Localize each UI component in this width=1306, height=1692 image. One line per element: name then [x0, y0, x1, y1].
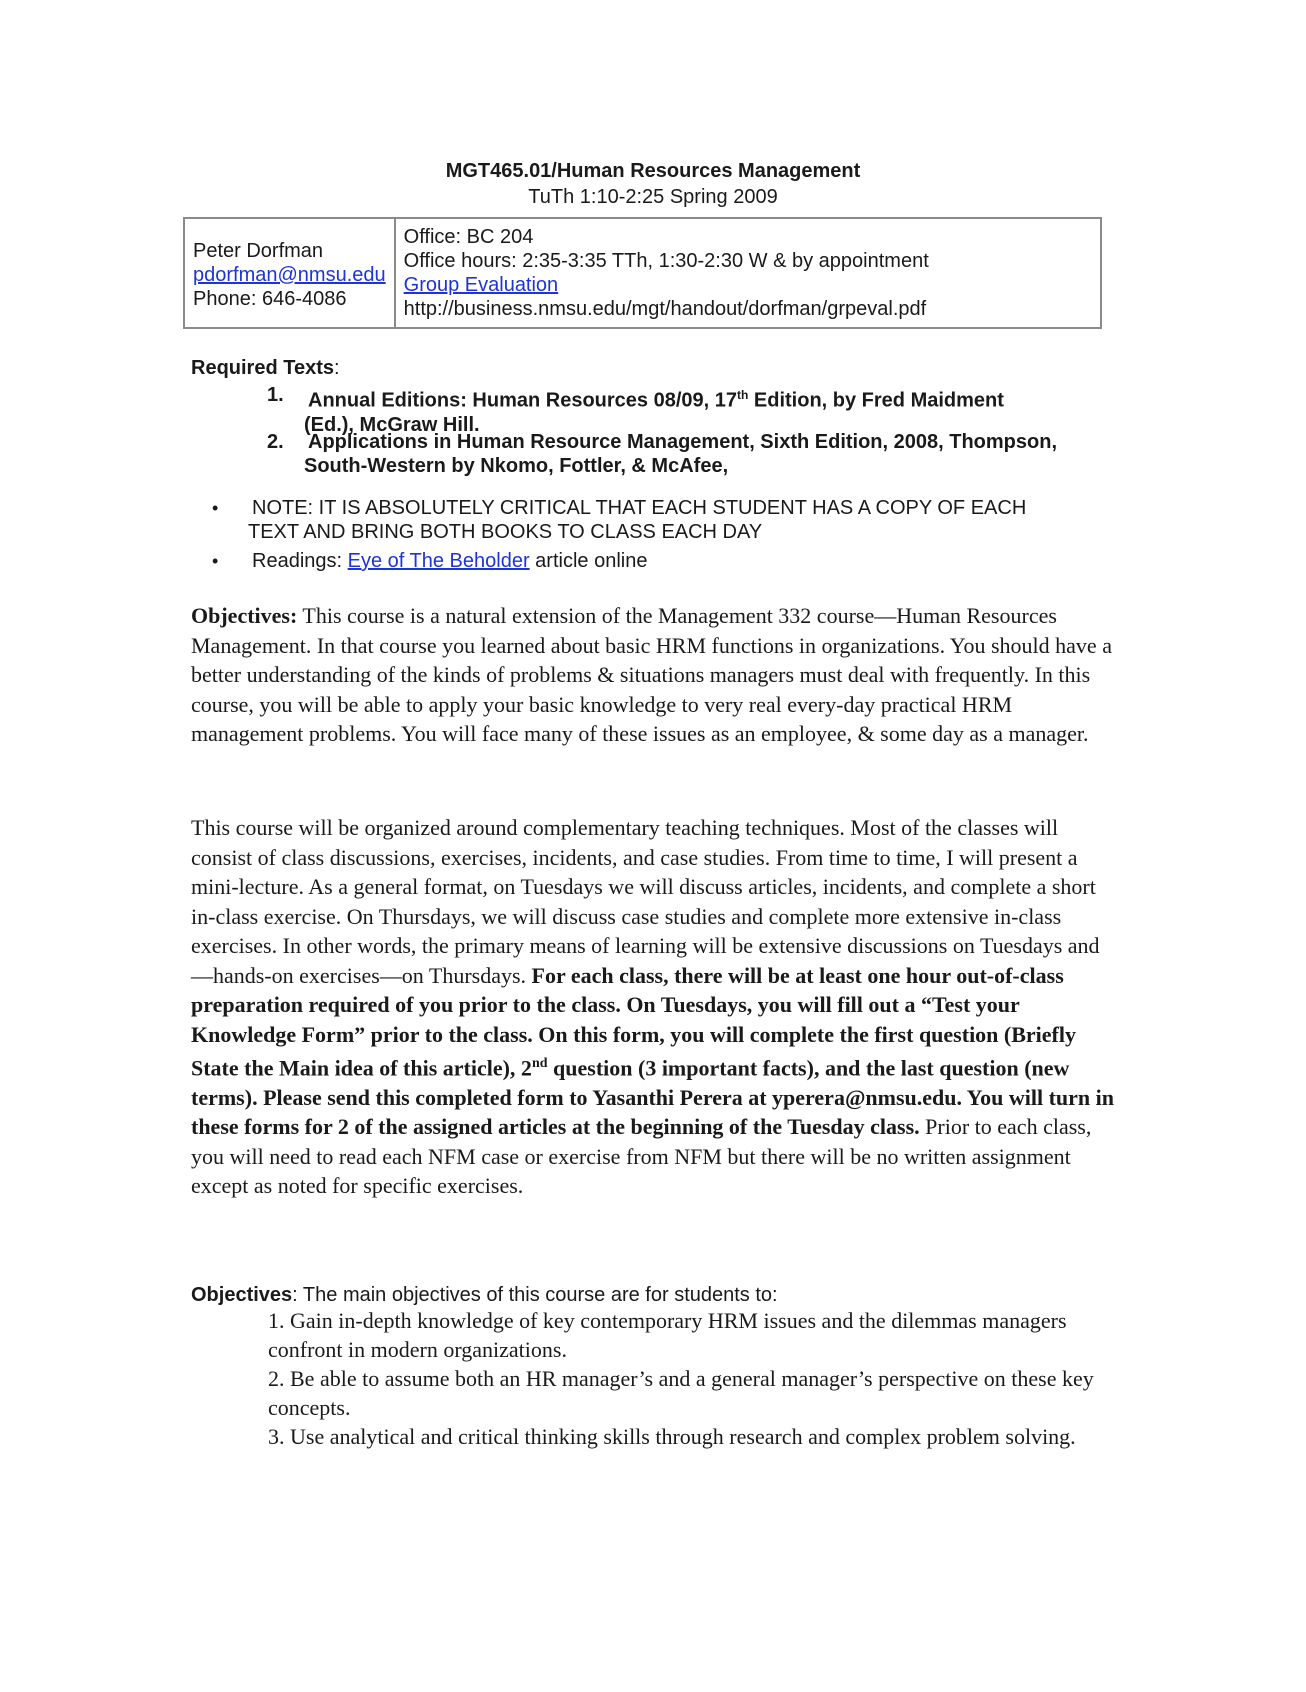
syllabus-page: MGT465.01/Human Resources Management TuTh 1:10-2:25 Spring 2009 Peter Dorfman pdorfman@nmsu.edu Phone: 646-4086 Office: BC 204 Office hours: 2:35-3:35 TTh, 1:30-2:30 W & by appointment Group Evaluation http://business.nmsu.edu/mgt/handout/dorfman/grpeval.pdf Required Texts: 1. Annual Editions: Human Resources 08/09, 17th Edition, by Fred Maidment (Ed.), McGraw Hill. 2. Applications in Human Resource Management, Sixth Edition, 2008, Thompson, South-Western by Nkomo, Fottler, & McAfee, • NOTE: IT IS ABSOLUTELY CRITICAL THAT EACH STUDENT HAS A COPY OF EACH TEXT AND BRING BOTH BOOKS TO CLASS EACH DAY • Readings: Eye of The Beholder article online Objectives: This course is a natural extension of the Management 332 course—Human Resources Management. In that course you learned about basic HRM functions in organizations. You should have a better understanding of the kinds of problems & situations managers must deal with frequently. In this course, you will be able to apply your basic knowledge to very real every-day practical HRM management problems. You will face many of these issues as an employee, & some day as a manager. This course will be organized around complementary teaching techniques. Most of the classes will consist of class discussions, exercises, incidents, and case studies. From time to time, I will present a mini-lecture. As a general format, on Tuesdays we will discuss articles, incidents, and complete a short in-class exercise. On Thursdays, we will discuss case studies and complete more extensive in-class exercises. In other words, the primary means of learning will be extensive discussions on Tuesdays and—hands-on exercises—on Thursdays. For each class, there will be at least one hour out-of-class preparation required of you prior to the class. On Tuesdays, you will fill out a “Test your Knowledge Form” prior to the class. On this form, you will complete the first question (Briefly State the Main idea of this article), 2nd question (3 important facts), and the last question (new terms). Please send this completed form to Yasanthi Perera at yperera@nmsu.edu. You will turn in these forms for 2 of the assigned articles at the beginning of the Tuesday class. Prior to each class, you will need to read each NFM case or exercise from NFM but there will be no written assignment except as noted for specific exercises. Objectives: The main objectives of this course are for students to: 1. Gain in-depth knowledge of key contemporary HRM issues and the dilemmas managers confront in modern organizations. 2. Be able to assume both an HR manager’s and a general manager’s perspective on these key concepts. 3. Use analytical and critical thinking skills through research and complex problem solving.	[0, 0, 1306, 1692]
objectives-list-heading: Objectives: The main objectives of this course are for students to:	[191, 1284, 778, 1306]
objective-item: 2. Be able to assume both an HR manager’s and a general manager’s perspective on these key concepts.	[268, 1366, 1094, 1420]
objective-item: 3. Use analytical and critical thinking skills through research and complex problem solving.	[268, 1424, 1076, 1449]
required-texts-heading: Required Texts:	[191, 357, 340, 379]
contact-table	[183, 217, 1102, 329]
instructor-cell	[184, 218, 395, 328]
instructor-name: Peter Dorfman	[193, 240, 324, 262]
instructor-email-link[interactable]: pdorfman@nmsu.edu	[193, 264, 386, 286]
course-schedule: TuTh 1:10-2:25 Spring 2009	[528, 186, 778, 208]
office-hours: Office hours: 2:35-3:35 TTh, 1:30-2:30 W & by appointment	[403, 250, 929, 272]
course-title: MGT465.01/Human Resources Management	[445, 160, 861, 182]
office-cell	[395, 218, 1101, 328]
office-location: Office: BC 204	[403, 226, 534, 248]
instructor-phone: Phone: 646-4086	[193, 288, 347, 310]
group-evaluation-link[interactable]: Group Evaluation	[403, 274, 559, 296]
objectives-paragraph: Objectives: This course is a natural extension of the Management 332 course—Human Resources Management. In that course you learned about basic HRM functions in organizations. You should have a better understanding of the kinds of problems & situations managers must deal with frequently. In this course, you will be able to apply your basic knowledge to very real every-day practical HRM management problems. You will face many of these issues as an employee, & some day as a manager.	[191, 603, 1112, 746]
eye-of-the-beholder-link[interactable]: Eye of The Beholder	[347, 550, 530, 572]
organization-paragraph: This course will be organized around complementary teaching techniques. Most of the classes will consist of class discussions, exercises, incidents, and case studies. From time to time, I will present a mini-lecture. As a general format, on Tuesdays we will discuss articles, incidents, and complete a short in-class exercise. On Thursdays, we will discuss case studies and complete more extensive in-class exercises. In other words, the primary means of learning will be extensive discussions on Tuesdays and—hands-on exercises—on Thursdays. For each class, there will be at least one hour out-of-class preparation required of you prior to the class. On Tuesdays, you will fill out a “Test your Knowledge Form” prior to the class. On this form, you will complete the first question (Briefly State the Main idea of this article), 2nd question (3 important facts), and the last question (new terms). Please send this completed form to Yasanthi Perera at yperera@nmsu.edu. You will turn in these forms for 2 of the assigned articles at the beginning of the Tuesday class. Prior to each class, you will need to read each NFM case or exercise from NFM but there will be no written assignment except as noted for specific exercises.	[191, 815, 1115, 1199]
group-evaluation-url: http://business.nmsu.edu/mgt/handout/dorfman/grpeval.pdf	[403, 298, 927, 320]
objective-item: 1. Gain in-depth knowledge of key contemporary HRM issues and the dilemmas managers confront in modern organizations.	[268, 1308, 1067, 1362]
